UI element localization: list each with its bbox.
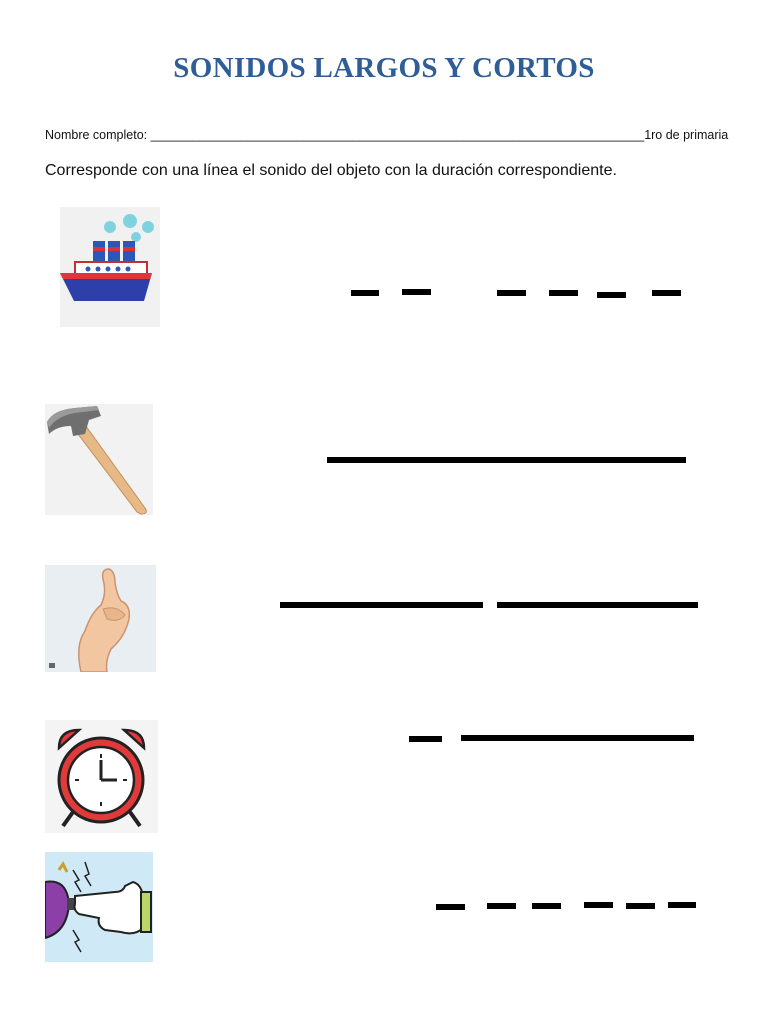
ship-icon (60, 207, 160, 327)
finger-snap-icon (45, 565, 156, 672)
doorbell-press-icon (45, 852, 153, 962)
hammer-picture (45, 404, 153, 515)
grade-label: 1ro de primaria (644, 128, 729, 142)
worksheet-title: SONIDOS LARGOS Y CORTOS (173, 52, 595, 84)
instructions: Corresponde con una línea el sonido del objeto con la duración correspondiente. (45, 162, 617, 179)
long-dash (497, 602, 698, 608)
short-dash (487, 903, 516, 909)
alarm-clock-icon (45, 720, 158, 833)
short-dash (584, 902, 613, 908)
alarm-clock-picture (45, 720, 158, 833)
finger-snap-picture (45, 565, 156, 672)
short-dash (351, 290, 379, 296)
short-dash (409, 736, 442, 742)
hammer-icon (45, 404, 153, 515)
short-dash (626, 903, 655, 909)
short-dash (597, 292, 626, 298)
short-dash (497, 290, 526, 296)
name-row (45, 128, 729, 142)
short-dash (402, 289, 431, 295)
long-dash (461, 735, 694, 741)
long-dash (280, 602, 483, 608)
ship-picture (60, 207, 160, 327)
short-dash (549, 290, 578, 296)
name-label: Nombre completo: _______________________________________________________________________ (45, 128, 645, 142)
doorbell-picture (45, 852, 153, 962)
short-dash (436, 904, 465, 910)
short-dash (652, 290, 681, 296)
short-dash (668, 902, 696, 908)
long-dash (327, 457, 686, 463)
short-dash (532, 903, 561, 909)
